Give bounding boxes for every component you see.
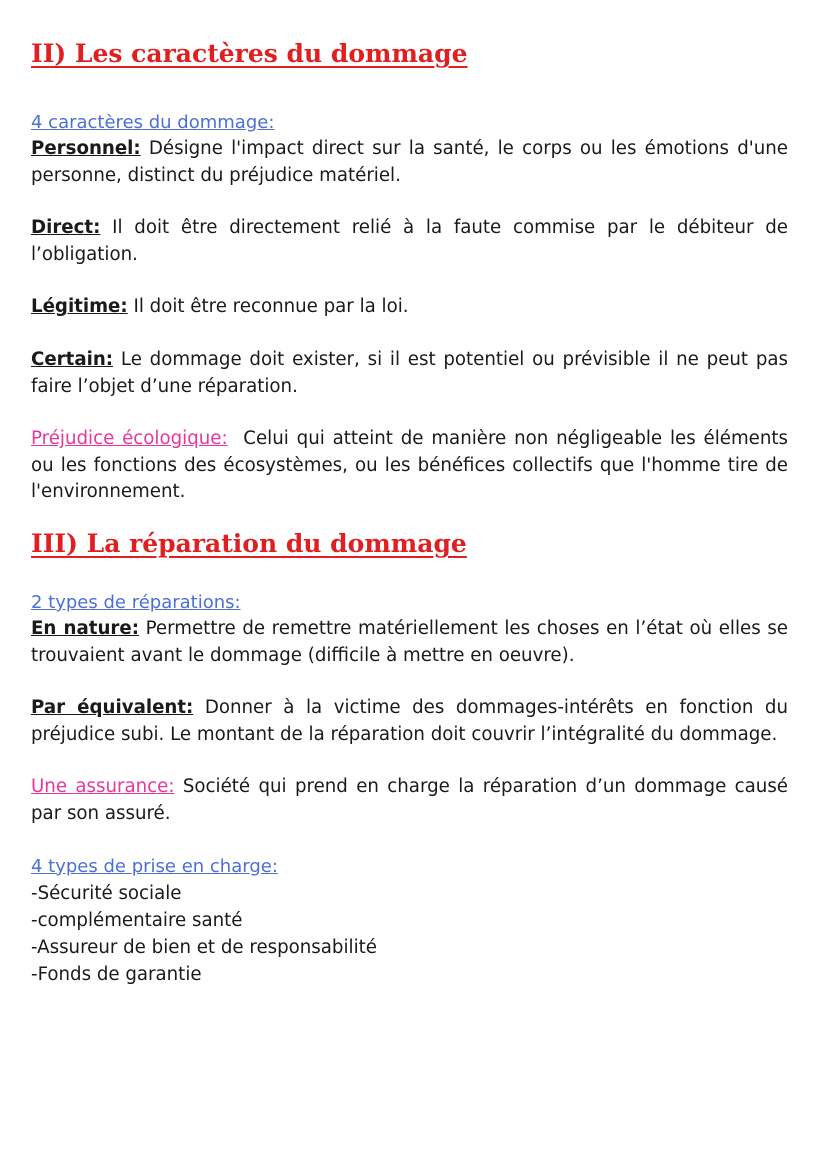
subheading-caracteres: 4 caractères du dommage: xyxy=(31,112,275,133)
term-personnel: Personnel: xyxy=(31,138,141,159)
term-en-nature: En nature: xyxy=(31,617,139,639)
definition-text: Celui qui atteint de manière non négligeable les éléments ou les fonctions des écosystèmes, ou les bénéfices collectifs que l'homme tire de l'environnement. xyxy=(31,428,788,503)
definition-text: Le dommage doit exister, si il est potentiel ou prévisible il ne peut pas faire l’objet d’une réparation. xyxy=(31,348,788,397)
definition-certain xyxy=(31,347,788,400)
definition-par-equivalent xyxy=(31,695,788,748)
section-title-reparation: III) La réparation du dommage xyxy=(31,528,467,558)
term-direct: Direct: xyxy=(31,217,101,239)
coverage-list xyxy=(31,880,788,988)
definition-legitime xyxy=(31,294,788,321)
list-item: -Sécurité sociale xyxy=(31,882,182,904)
term-par-equivalent: Par équivalent: xyxy=(31,697,194,719)
definition-text: Il doit être directement relié à la faute commise par le débiteur de l’obligation. xyxy=(31,217,788,265)
subheading-reparations: 2 types de réparations: xyxy=(31,591,241,613)
term-assurance: Une assurance: xyxy=(31,776,175,798)
subheading-prise-en-charge: 4 types de prise en charge: xyxy=(31,855,278,877)
definition-prejudice-ecologique xyxy=(31,426,788,506)
term-legitime: Légitime: xyxy=(31,296,128,318)
list-item: -Assureur de bien et de responsabilité xyxy=(31,936,377,958)
definition-text: Il doit être reconnue par la loi. xyxy=(133,296,409,318)
definition-text: Désigne l'impact direct sur la santé, le corps ou les émotions d'une personne, distinct du préjudice matériel. xyxy=(31,138,788,186)
definition-en-nature xyxy=(31,616,788,669)
definition-text: Donner à la victime des dommages-intérêts en fonction du préjudice subi. Le montant de la réparation doit couvrir l’intégralité du dommage. xyxy=(31,697,788,745)
term-prejudice-ecologique: Préjudice écologique: xyxy=(31,428,228,450)
definition-direct xyxy=(31,215,788,268)
definition-assurance xyxy=(31,774,788,827)
section-title-caracteres: II) Les caractères du dommage xyxy=(31,39,468,68)
list-item: -Fonds de garantie xyxy=(31,963,202,985)
definition-text: Permettre de remettre matériellement les choses en l’état où elles se trouvaient avant le dommage (difficile à mettre en oeuvre). xyxy=(31,617,788,666)
definition-personnel xyxy=(31,136,788,189)
definition-text: Société qui prend en charge la réparation d’un dommage causé par son assuré. xyxy=(31,776,788,824)
term-certain: Certain: xyxy=(31,348,114,370)
list-item: -complémentaire santé xyxy=(31,909,243,931)
